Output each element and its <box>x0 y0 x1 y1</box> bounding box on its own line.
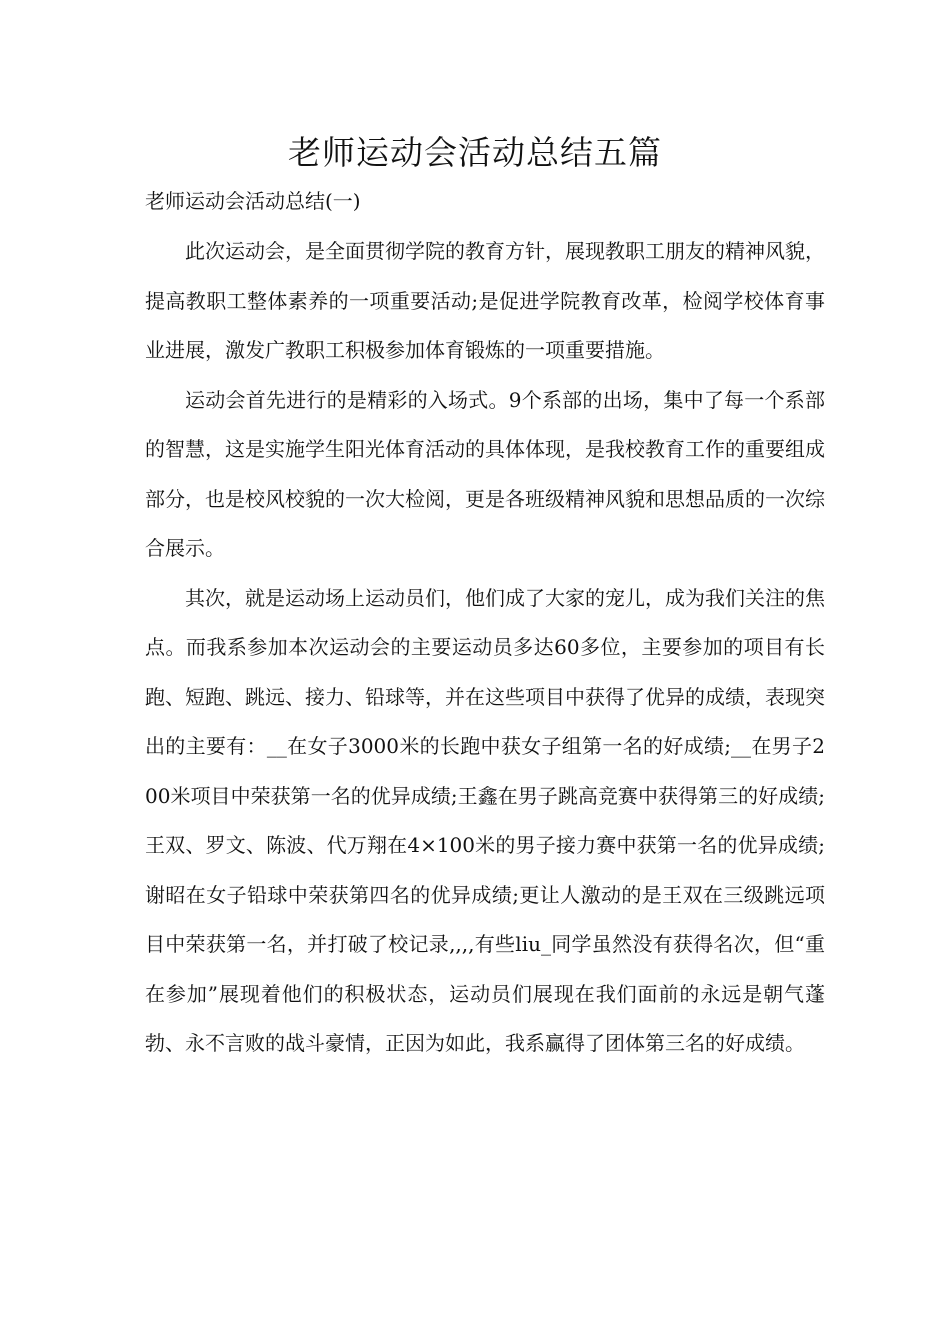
paragraph-1: 此次运动会，是全面贯彻学院的教育方针，展现教职工朋友的精神风貌，提高教职工整体素养的一项重要活动;是促进学院教育改革，检阅学校体育事业进展，激发广教职工积极参加体育锻炼的一项重要措施。 <box>145 239 825 362</box>
paragraph-2: 运动会首先进行的是精彩的入场式。9个系部的出场，集中了每一个系部的智慧，这是实施学生阳光体育活动的具体体现，是我校教育工作的重要组成部分，也是校风校貌的一次大检阅，更是各班级精神风貌和思想品质的一次综合展示。 <box>145 387 825 560</box>
section-heading: 老师运动会活动总结(一) <box>145 189 361 213</box>
document-title: 老师运动会活动总结五篇 <box>288 133 662 172</box>
paragraph-3: 其次，就是运动场上运动员们，他们成了大家的宠儿，成为我们关注的焦点。而我系参加本次运动会的主要运动员多达60多位，主要参加的项目有长跑、短跑、跳远、接力、铅球等，并在这些项目中获得了优异的成绩，表现突出的主要有：__在女子3000米的长跑中获女子组第一名的好成绩;__在男子200米项目中荣获第一名的优异成绩;王鑫在男子跳高竞赛中获得第三的好成绩;王双、罗文、陈波、代万翔在4×100米的男子接力赛中获第一名的优异成绩;谢昭在女子铅球中荣获第四名的优异成绩;更让人激动的是王双在三级跳远项目中荣获第一名，并打破了校记录,,,,有些liu_同学虽然没有获得名次，但“重在参加”展现着他们的积极状态，运动员们展现在我们面前的永远是朝气蓬勃、永不言败的战斗豪情，正因为如此，我系赢得了团体第三名的好成绩。 <box>145 585 825 1055</box>
document-body <box>145 227 825 1069</box>
